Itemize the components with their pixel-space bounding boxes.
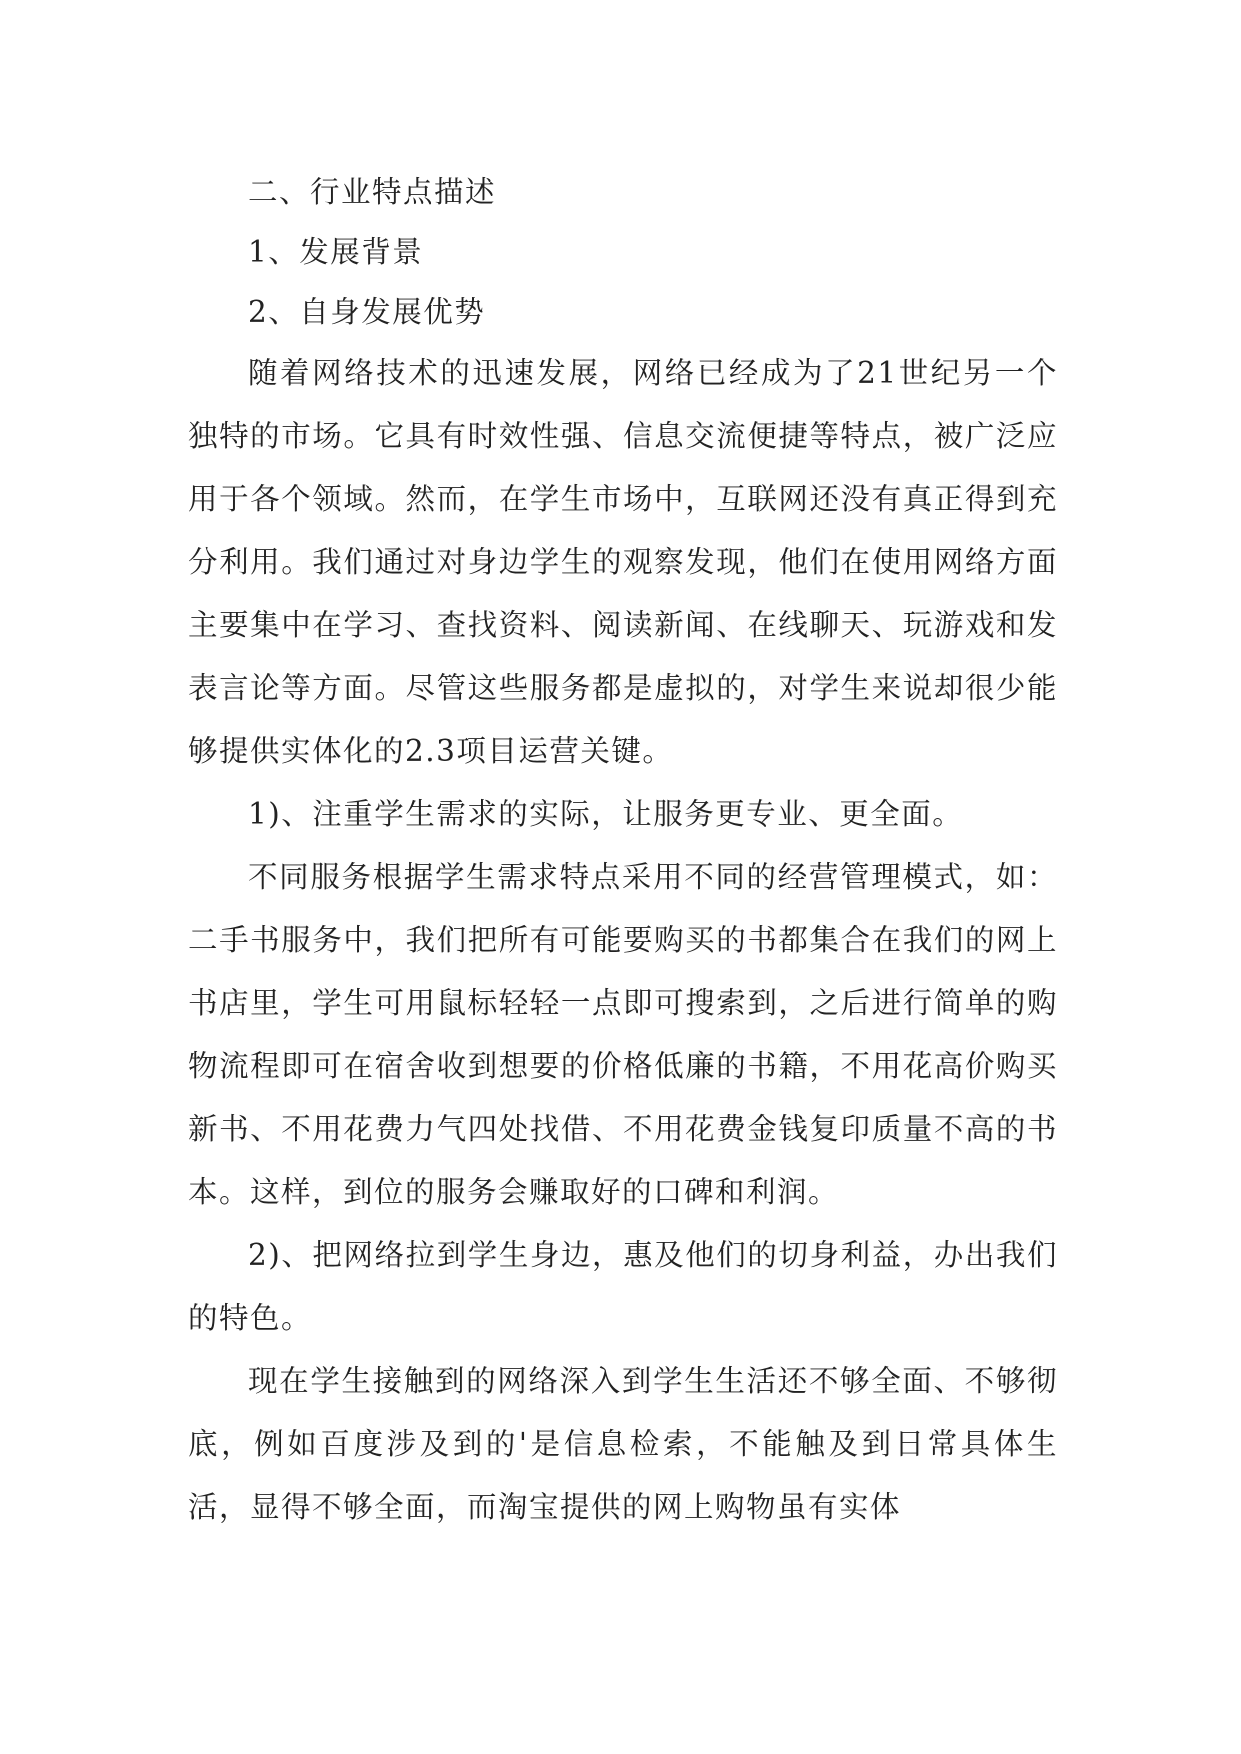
list-item-point-2: 2)、把网络拉到学生身边，惠及他们的切身利益，办出我们的特色。 <box>188 1238 1058 1335</box>
list-item-point-1: 1)、注重学生需求的实际，让服务更专业、更全面。 <box>248 797 964 831</box>
body-paragraph-services: 不同服务根据学生需求特点采用不同的经营管理模式，如：二手书服务中，我们把所有可能要购买的书都集合在我们的网上书店里，学生可用鼠标轻轻一点即可搜索到，之后进行简单的购物流程即可在宿舍收到想要的价格低廉的书籍，不用花高价购买新书、不用花费力气四处找借、不用花费金钱复印质量不高的书本。这样，到位的服务会赚取好的口碑和利润。 <box>188 860 1058 1209</box>
subsection-heading-background: 1、发展背景 <box>248 235 424 269</box>
body-paragraph-current-state: 现在学生接触到的网络深入到学生生活还不够全面、不够彻底，例如百度涉及到的'是信息检索，不能触及到日常具体生活，显得不够全面，而淘宝提供的网上购物虽有实体 <box>188 1364 1058 1524</box>
section-heading: 二、行业特点描述 <box>248 175 497 209</box>
body-paragraph-intro: 随着网络技术的迅速发展，网络已经成为了21世纪另一个独特的市场。它具有时效性强、信息交流便捷等特点，被广泛应用于各个领域。然而，在学生市场中，互联网还没有真正得到充分利用。我们通过对身边学生的观察发现，他们在使用网络方面主要集中在学习、查找资料、阅读新闻、在线聊天、玩游戏和发表言论等方面。尽管这些服务都是虚拟的，对学生来说却很少能够提供实体化的2.3项目运营关键。 <box>188 356 1058 768</box>
document-page <box>188 162 1058 1539</box>
subsection-heading-advantages: 2、自身发展优势 <box>248 295 486 329</box>
